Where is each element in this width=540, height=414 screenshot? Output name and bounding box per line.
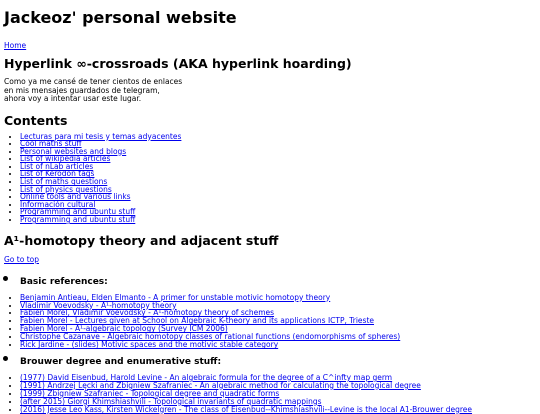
reference-link[interactable]: Vladimir Voevodsky - A¹-homotopy theory xyxy=(20,300,177,310)
go-to-top-link[interactable]: Go to top xyxy=(4,254,39,264)
list-item xyxy=(20,406,540,414)
section-heading: A¹-homotopy theory and adjacent stuff xyxy=(4,232,279,248)
reference-list xyxy=(4,294,540,349)
toc-link-programming-ubuntu[interactable]: Programming and ubuntu stuff xyxy=(20,207,136,217)
table-of-contents xyxy=(4,133,540,224)
toc-link-wikipedia[interactable]: List of wikipedia articles xyxy=(20,154,111,164)
site-title: Jackeoz' personal website xyxy=(4,8,237,27)
intro-text xyxy=(4,78,540,104)
intro-line: ahora voy a intentar usar este lugar. xyxy=(4,94,142,103)
toc-link-nlab[interactable]: List of nLab articles xyxy=(20,161,94,171)
reference-link[interactable]: Benjamin Antieau, Elden Elmanto - A primer for unstable motivic homotopy theory xyxy=(20,292,331,302)
toc-link-maths-questions[interactable]: List of maths questions xyxy=(20,177,108,187)
list-item xyxy=(20,341,540,349)
reference-list xyxy=(4,374,540,414)
reference-link[interactable]: Rick Jardine - (slides) Motivic spaces and the motivic stable category xyxy=(20,340,279,350)
reference-link[interactable]: (1977) David Eisenbud, Harold Levine - An algebraic formula for the degree of a C^infty map germ xyxy=(20,372,393,382)
reference-link[interactable]: (1991) Andrzej Lęcki and Zbigniew Szafraniec - An algebraic method for calculating the topological degree xyxy=(20,380,421,390)
intro-line: en mis mensajes guardados de telegram, xyxy=(4,85,160,95)
go-to-top-container xyxy=(4,255,540,265)
toc-link-physics-questions[interactable]: List of physics questions xyxy=(20,184,112,194)
reference-link[interactable]: Fabien Morel - A¹-algebraic topology (Survey ICM 2006) xyxy=(20,324,228,334)
group-title: • Basic references: xyxy=(20,276,108,287)
reference-link[interactable]: (after 2015) Giorgi Khimshiashvili - Topological invariants of quadratic mappings xyxy=(20,396,322,406)
contents-heading: Contents xyxy=(4,112,68,128)
toc-item xyxy=(20,163,540,171)
reference-link[interactable]: (2016) Jesse Leo Kass, Kirsten Wickelgren - The class of Eisenbud--Khimshiashvili--Levine is the local A1-Brouwer degree xyxy=(20,404,473,414)
toc-link-cultural-info[interactable]: Información cultural xyxy=(20,199,96,209)
reference-link[interactable]: Fabien Morel, Vladimir Voevodsky - A¹-homotopy theory of schemes xyxy=(20,308,275,318)
home-link[interactable]: Home xyxy=(4,41,27,50)
toc-item xyxy=(20,155,540,163)
reference-link[interactable]: Fabien Morel - Lectures given at School on Algebraic K-theory and its applications ICTP, Trieste xyxy=(20,316,375,326)
toc-link-thesis-readings[interactable]: Lecturas para mi tesis y temas adyacentes xyxy=(20,131,182,141)
reference-link[interactable]: (1999) Zbigniew Szafraniec - Topological degree and quadratic forms xyxy=(20,388,280,398)
toc-link-personal-websites[interactable]: Personal websites and blogs xyxy=(20,146,127,156)
group-title: • Brouwer degree and enumerative stuff: xyxy=(20,356,222,367)
toc-item xyxy=(20,216,540,224)
toc-link-kerodon[interactable]: List of Kerodon tags xyxy=(20,169,95,179)
reference-groups xyxy=(4,269,540,414)
toc-link-cool-maths[interactable]: Cool maths stuff xyxy=(20,139,82,149)
home-nav xyxy=(4,41,540,51)
intro-line: Como ya me cansé de tener cientos de enlaces xyxy=(4,77,183,86)
toc-link-programming-ubuntu-2[interactable]: Programming and ubuntu stuff xyxy=(20,215,136,225)
reference-group xyxy=(20,269,540,349)
toc-item xyxy=(20,133,540,141)
page-heading: Hyperlink ∞-crossroads (AKA hyperlink hoarding) xyxy=(4,56,352,71)
toc-item xyxy=(20,193,540,201)
toc-link-online-tools[interactable]: Online tools and various links xyxy=(20,192,131,202)
reference-link[interactable]: Christophe Cazanave - Algebraic homotopy classes of rational functions (endomorphisms of spheres) xyxy=(20,332,401,342)
reference-group xyxy=(20,349,540,414)
